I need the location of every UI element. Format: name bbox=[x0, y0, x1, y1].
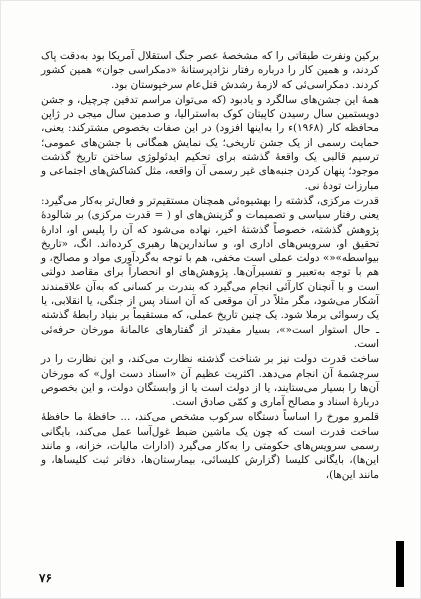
paragraph-2: همهٔ این جشن‌های سالگرد و یادبود (که می‌توان مراسم تدفین چرچیل، و جشن دویستمین سال رسیدن کاپیتان کوک به‌استرالیا، و صدمین سال میجی در ژاپن محافظه کار (۱۹۶۸)ء را به‌اینها افزود) در این صفات بخصوص مشترکند: یعنی، حمایت رسمی از یک جشن تاریخی؛ یک نمایش همگانی با جشن‌های عمومی؛ ترسیم قالبی یک واقعهٔ گذشته برای تحکیم ایدئولوژی ساختن تاریخ گذشت موجود؛ پنهان کردن جنبه‌های غیر رسمی آن واقعه، مثل کشاکش‌های اجتماعی و مبارزات تودهٔ نی. bbox=[41, 93, 379, 192]
page-edge-marker bbox=[396, 541, 404, 587]
body-text bbox=[41, 49, 379, 482]
paragraph-1: برکین ونفرت طبقاتی را که مشخصهٔ عصر جنگ استقلال آمریکا بود به‌دقت پاک کردند، و همین کار را درباره رفتار نژادپرستانهٔ «دمکراسی جوان» همین کشور کردند. دمکراسی‌ئی که لازمهٔ رشدش قتل‌عام سرخپوستان بود. bbox=[41, 50, 379, 91]
paragraph-5: قلمرو مورخ را اساساً دستگاه سرکوب مشخص می‌کند، ... حافظهٔ ما حافظهٔ ساخت قدرت است که چون یک ماشین ضبط غول‌آسا عمل می‌کند، بایگانی رسمی سرویس‌های حکومتی را به‌کار می‌گیرد (ادارات مالیات، خزانه، و مانند این‌ها)، بایگانی کلیسا (گزارش کلیسائی، بیمارستان‌ها، دفاتر ثبت کلیساها، و مانند این‌ها)، bbox=[41, 411, 379, 481]
paragraph-3: قدرت مرکزی، گذشته را بهشیوه‌ئی همچنان مستقیم‌تر و فعال‌تر به‌کار می‌گیرد: یعنی رفتار سیاسی و تصمیمات و گزینش‌های او ( = قدرت مرکزی) بر شالودهٔ پژوهش گذشته، خصوصاً گذشتهٔ اخیر، نهاده می‌شود که آن را پلیس او، ادارهٔ تحقیق او، سرویس‌های اداری او، و ساندارین‌ها رهبری کرده‌اند. انگ، «تاریخ بیواسطه»«» دولت عملی است مخفی، هم با توجه به‌گردآوری مواد و مصالح، و هم با توجه به‌تعبیر و تفسیرآن‌ها. پژوهش‌های او انحصاراً برای مقاصد دولتی است و با آنچنان کارآئی انجام می‌گیرد که بندرت بر کسانی که به‌آن علاقمندند آشکار می‌شود، مگر مثلاً در آن موقعی که آن اسناد پس از جنگی، یا انقلابی، یا یک رسوائی برملا شود. یک چنین تاریخ عملی، که مستقیماً بر بنیاد رابطهٔ گذشته ـ حال استوار است«»، بسیار مفیدتر از گفتارهای عالمانهٔ مورخان حرفه‌ئی است. bbox=[41, 194, 379, 350]
page-number: ۷۶ bbox=[39, 571, 52, 585]
paragraph-4: ساخت قدرت دولت نیز بر شناخت گذشته نظارت می‌کند، و این نظارت را در سرچشمهٔ آن انجام می‌دهد. اکثریت عظیم آن «اسناد دست اول» که مورخان آن‌ها را بسیار می‌ستایند، یا از دولت است یا از وابستگان دولت، و این بخصوص دربارهٔ اسناد و مصالح آماری و کمّی صادق است. bbox=[41, 353, 379, 409]
